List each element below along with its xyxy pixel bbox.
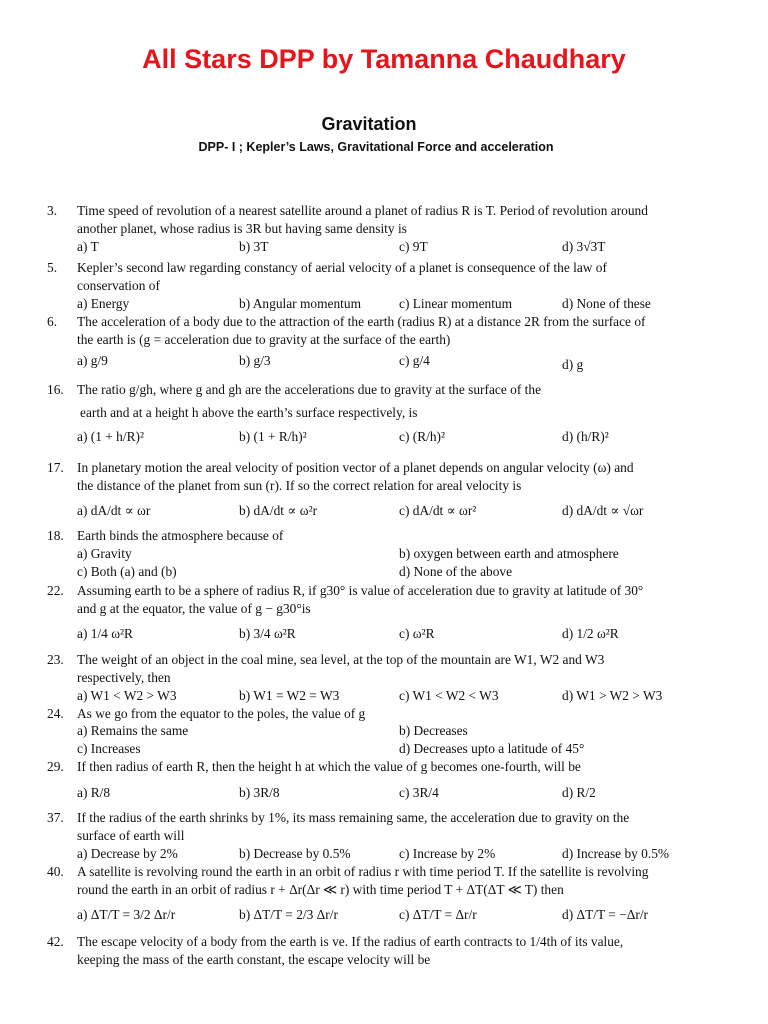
- option-b: b) Angular momentum: [239, 296, 361, 311]
- page-banner: All Stars DPP by Tamanna Chaudhary: [142, 44, 626, 74]
- question-text-cont: the earth is (g = acceleration due to gravity at the surface of the earth): [77, 332, 451, 347]
- question-text: The escape velocity of a body from the earth is ve. If the radius of earth contracts to 1/4th of its value,: [77, 934, 624, 949]
- question-text: Assuming earth to be a sphere of radius R, if g30° is value of acceleration due to gravity at latitude of 30°: [77, 583, 644, 598]
- question-number: 16.: [47, 382, 64, 397]
- question-text: A satellite is revolving round the earth in an orbit of radius r with time period T. If the satellite is revolving: [77, 864, 649, 879]
- option-c: c) W1 < W2 < W3: [399, 688, 499, 703]
- option-c: c) (R/h)²: [399, 429, 446, 444]
- question-number: 37.: [47, 810, 64, 825]
- question-text: If the radius of the earth shrinks by 1%, its mass remaining same, the acceleration due to gravity on the: [77, 810, 630, 825]
- question-text: Kepler’s second law regarding constancy of aerial velocity of a planet is consequence of the law of: [77, 260, 607, 275]
- question-text-cont: keeping the mass of the earth constant, the escape velocity will be: [77, 952, 431, 967]
- question-text-cont: the distance of the planet from sun (r). If so the correct relation for areal velocity is: [77, 478, 522, 493]
- option-d: d) W1 > W2 > W3: [562, 688, 663, 703]
- option-b: b) 3T: [239, 239, 269, 254]
- option-b: b) Decrease by 0.5%: [239, 846, 351, 861]
- question-number: 22.: [47, 583, 64, 598]
- option-b: b) 3/4 ω²R: [239, 626, 296, 641]
- page-subtitle: DPP- I ; Kepler’s Laws, Gravitational Force and acceleration: [198, 140, 554, 154]
- option-a: a) (1 + h/R)²: [77, 429, 144, 444]
- option-a: a) dA/dt ∝ ωr: [77, 503, 151, 518]
- question-text: The weight of an object in the coal mine, sea level, at the top of the mountain are W1, W2 and W3: [77, 652, 605, 667]
- question-text-cont: respectively, then: [77, 670, 171, 685]
- question-text: In planetary motion the areal velocity of position vector of a planet depends on angular velocity (ω) and: [77, 460, 634, 475]
- option-a: a) R/8: [77, 785, 111, 800]
- option-b: b) (1 + R/h)²: [239, 429, 307, 444]
- option-c: c) g/4: [399, 353, 430, 368]
- option-a: a) T: [77, 239, 99, 254]
- option-c: c) Increases: [77, 741, 141, 756]
- option-d: d) Decreases upto a latitude of 45°: [399, 741, 585, 756]
- option-d: d) None of the above: [399, 564, 513, 579]
- option-d: d) None of these: [562, 296, 651, 311]
- option-a: a) Energy: [77, 296, 130, 311]
- option-b: b) ΔT/T = 2/3 Δr/r: [239, 907, 338, 922]
- question-number: 5.: [47, 260, 58, 275]
- option-c: c) Linear momentum: [399, 296, 513, 311]
- option-b: b) g/3: [239, 353, 271, 368]
- question-text-cont: another planet, whose radius is 3R but having same density is: [77, 221, 407, 236]
- question-text-cont: earth and at a height h above the earth’s surface respectively, is: [80, 405, 418, 420]
- question-text: The acceleration of a body due to the attraction of the earth (radius R) at a distance 2R from the surface of: [77, 314, 646, 329]
- question-number: 29.: [47, 759, 64, 774]
- option-d: d) g: [562, 357, 584, 372]
- option-c: c) 9T: [399, 239, 428, 254]
- option-b: b) Decreases: [399, 723, 468, 738]
- page-title: Gravitation: [321, 114, 417, 134]
- question-text: The ratio g/gh, where g and gh are the accelerations due to gravity at the surface of the: [77, 382, 542, 397]
- option-d: d) 3√3T: [562, 239, 606, 254]
- option-c: c) Both (a) and (b): [77, 564, 177, 579]
- option-a: a) ΔT/T = 3/2 Δr/r: [77, 907, 176, 922]
- question-text: If then radius of earth R, then the height h at which the value of g becomes one-fourth, will be: [77, 759, 581, 774]
- option-d: d) dA/dt ∝ √ωr: [562, 503, 644, 518]
- option-d: d) 1/2 ω²R: [562, 626, 619, 641]
- option-c: c) 3R/4: [399, 785, 439, 800]
- option-c: c) ω²R: [399, 626, 435, 641]
- option-b: b) oxygen between earth and atmosphere: [399, 546, 619, 561]
- option-a: a) Gravity: [77, 546, 132, 561]
- question-text-cont: surface of earth will: [77, 828, 185, 843]
- option-d: d) Increase by 0.5%: [562, 846, 670, 861]
- option-c: c) dA/dt ∝ ωr²: [399, 503, 477, 518]
- option-c: c) ΔT/T = Δr/r: [399, 907, 477, 922]
- question-number: 40.: [47, 864, 64, 879]
- option-a: a) Decrease by 2%: [77, 846, 178, 861]
- question-number: 23.: [47, 652, 64, 667]
- option-b: b) 3R/8: [239, 785, 280, 800]
- option-a: a) 1/4 ω²R: [77, 626, 133, 641]
- question-number: 6.: [47, 314, 58, 329]
- option-d: d) (h/R)²: [562, 429, 609, 444]
- question-text: As we go from the equator to the poles, the value of g: [77, 706, 366, 721]
- question-text-cont: and g at the equator, the value of g − g30°is: [77, 601, 311, 616]
- option-a: a) g/9: [77, 353, 108, 368]
- question-number: 24.: [47, 706, 64, 721]
- question-number: 42.: [47, 934, 64, 949]
- option-d: d) ΔT/T = −Δr/r: [562, 907, 648, 922]
- option-a: a) Remains the same: [77, 723, 189, 738]
- option-c: c) Increase by 2%: [399, 846, 496, 861]
- question-number: 3.: [47, 203, 58, 218]
- question-number: 18.: [47, 528, 64, 543]
- option-b: b) dA/dt ∝ ω²r: [239, 503, 318, 518]
- question-text-cont: round the earth in an orbit of radius r + Δr(Δr ≪ r) with time period T + ΔT(ΔT ≪ T) then: [77, 882, 564, 897]
- question-text-cont: conservation of: [77, 278, 160, 293]
- option-d: d) R/2: [562, 785, 596, 800]
- option-a: a) W1 < W2 > W3: [77, 688, 177, 703]
- question-text: Earth binds the atmosphere because of: [77, 528, 284, 543]
- option-b: b) W1 = W2 = W3: [239, 688, 340, 703]
- question-text: Time speed of revolution of a nearest satellite around a planet of radius R is T. Period of revolution around: [77, 203, 648, 218]
- question-number: 17.: [47, 460, 64, 475]
